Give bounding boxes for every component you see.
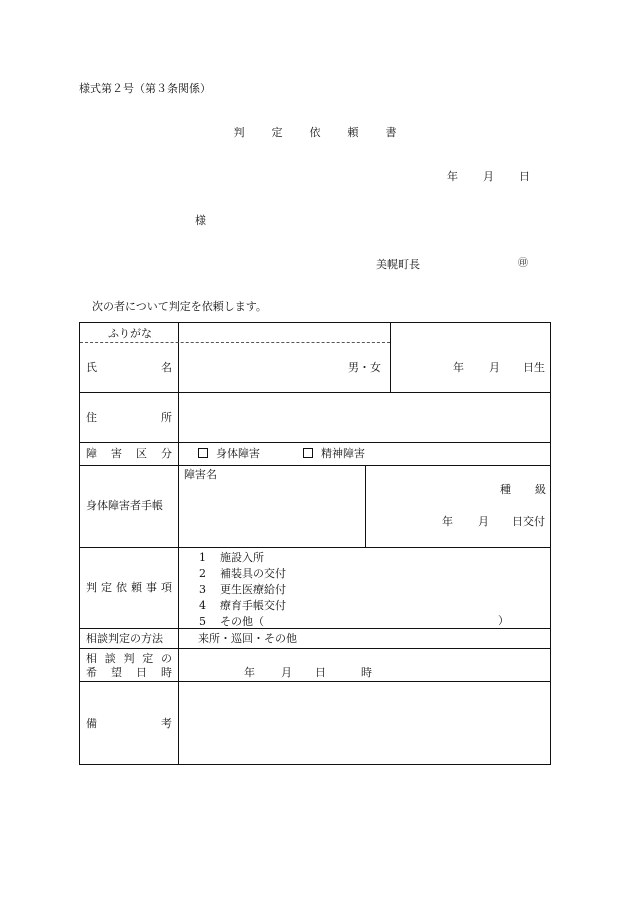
row-divider	[80, 465, 550, 466]
item-text: 更生医療給付	[220, 583, 286, 596]
desired-datetime-label-line1	[86, 652, 172, 665]
row-divider	[80, 628, 550, 629]
option-label: 精神障害	[321, 447, 365, 460]
handbook-label: 身体障害者手帳	[86, 499, 163, 512]
label-char: 頼	[131, 581, 142, 594]
desired-hour: 時	[361, 666, 372, 679]
label-char: 名	[161, 361, 172, 374]
item-text: 補装具の交付	[220, 567, 286, 580]
purpose-label	[86, 581, 172, 594]
date-month: 月	[483, 170, 494, 183]
purpose-item[interactable]	[199, 614, 286, 630]
label-char: 相	[86, 652, 97, 665]
birth-month: 月	[489, 361, 500, 374]
item-text: その他（	[220, 615, 264, 628]
birth-divider	[390, 323, 391, 392]
sender: 美幌町長	[376, 258, 420, 271]
item-number: 1	[199, 551, 206, 564]
label-char: 望	[111, 666, 122, 679]
row-divider	[80, 442, 550, 443]
label-char: 時	[161, 666, 172, 679]
label-char: の	[161, 652, 172, 665]
seal-mark: ㊞	[518, 258, 528, 269]
disability-name-label: 障害名	[184, 468, 217, 481]
label-char: 定	[101, 581, 112, 594]
desired-year: 年	[244, 666, 255, 679]
remarks-label	[86, 717, 172, 730]
addressee: 様	[195, 214, 206, 227]
row-divider	[80, 681, 550, 682]
row-divider	[80, 392, 550, 393]
label-column-divider	[178, 323, 179, 764]
item-number: 3	[199, 583, 206, 596]
label-char: 判	[123, 652, 135, 665]
title-char: 判	[233, 126, 245, 139]
title-char: 定	[271, 126, 283, 139]
label-char: 分	[161, 447, 172, 460]
request-form-table	[79, 322, 551, 765]
date-year: 年	[447, 170, 458, 183]
title-char: 書	[385, 126, 397, 139]
furigana-divider	[80, 342, 390, 343]
row-divider	[80, 648, 550, 649]
item-text: 療育手帳交付	[220, 599, 286, 612]
option-label: 身体障害	[216, 447, 260, 460]
issue-day: 日交付	[512, 515, 545, 528]
label-char: 備	[86, 717, 97, 730]
disability-category-label	[86, 447, 172, 460]
item-number: 5	[199, 615, 206, 628]
desired-month: 月	[281, 666, 292, 679]
label-char: 事	[146, 581, 157, 594]
handbook-type: 種	[500, 483, 511, 496]
birth-year: 年	[453, 361, 464, 374]
label-char: 考	[161, 717, 172, 730]
desired-datetime-label-line2	[86, 666, 172, 679]
checkbox-icon[interactable]	[198, 448, 208, 458]
furigana-label: ふりがな	[108, 327, 152, 340]
physical-disability-option[interactable]	[198, 447, 260, 460]
label-char: 害	[111, 447, 122, 460]
label-char: 日	[136, 666, 147, 679]
request-date	[447, 170, 530, 183]
desired-day: 日	[315, 666, 326, 679]
title-char: 依	[309, 126, 321, 139]
intro-text: 次の者について判定を依頼します。	[92, 300, 267, 313]
gender-options[interactable]: 男・女	[348, 361, 381, 374]
item-number: 2	[199, 567, 206, 580]
name-label	[86, 361, 172, 374]
item-text: 施設入所	[220, 551, 264, 564]
label-char: 談	[104, 652, 116, 665]
checkbox-icon[interactable]	[303, 448, 313, 458]
document-title	[0, 126, 630, 139]
purpose-item[interactable]	[199, 566, 286, 582]
purpose-item[interactable]	[199, 582, 286, 598]
address-label	[86, 411, 172, 424]
date-day: 日	[519, 170, 530, 183]
row-divider	[80, 547, 550, 548]
birth-day: 日生	[523, 361, 545, 374]
label-char: 依	[116, 581, 127, 594]
method-label: 相談判定の方法	[86, 632, 163, 645]
item-number: 4	[199, 599, 206, 612]
label-char: 定	[142, 652, 154, 665]
label-char: 希	[86, 666, 97, 679]
label-char: 氏	[86, 361, 97, 374]
mental-disability-option[interactable]	[303, 447, 365, 460]
title-char: 頼	[347, 126, 359, 139]
method-options[interactable]: 来所・巡回・その他	[198, 632, 297, 645]
handbook-grade: 級	[535, 483, 546, 496]
label-char: 障	[86, 447, 97, 460]
form-number: 様式第２号（第３条関係）	[79, 82, 211, 95]
label-char: 住	[86, 411, 97, 424]
purpose-item[interactable]	[199, 550, 286, 566]
label-char: 判	[86, 581, 97, 594]
handbook-divider	[365, 465, 366, 547]
label-char: 項	[161, 581, 172, 594]
issue-month: 月	[478, 515, 489, 528]
purpose-item[interactable]	[199, 598, 286, 614]
label-char: 所	[161, 411, 172, 424]
label-char: 区	[136, 447, 147, 460]
purpose-list	[199, 550, 286, 630]
issue-year: 年	[442, 515, 453, 528]
other-close-paren: ）	[498, 614, 509, 627]
